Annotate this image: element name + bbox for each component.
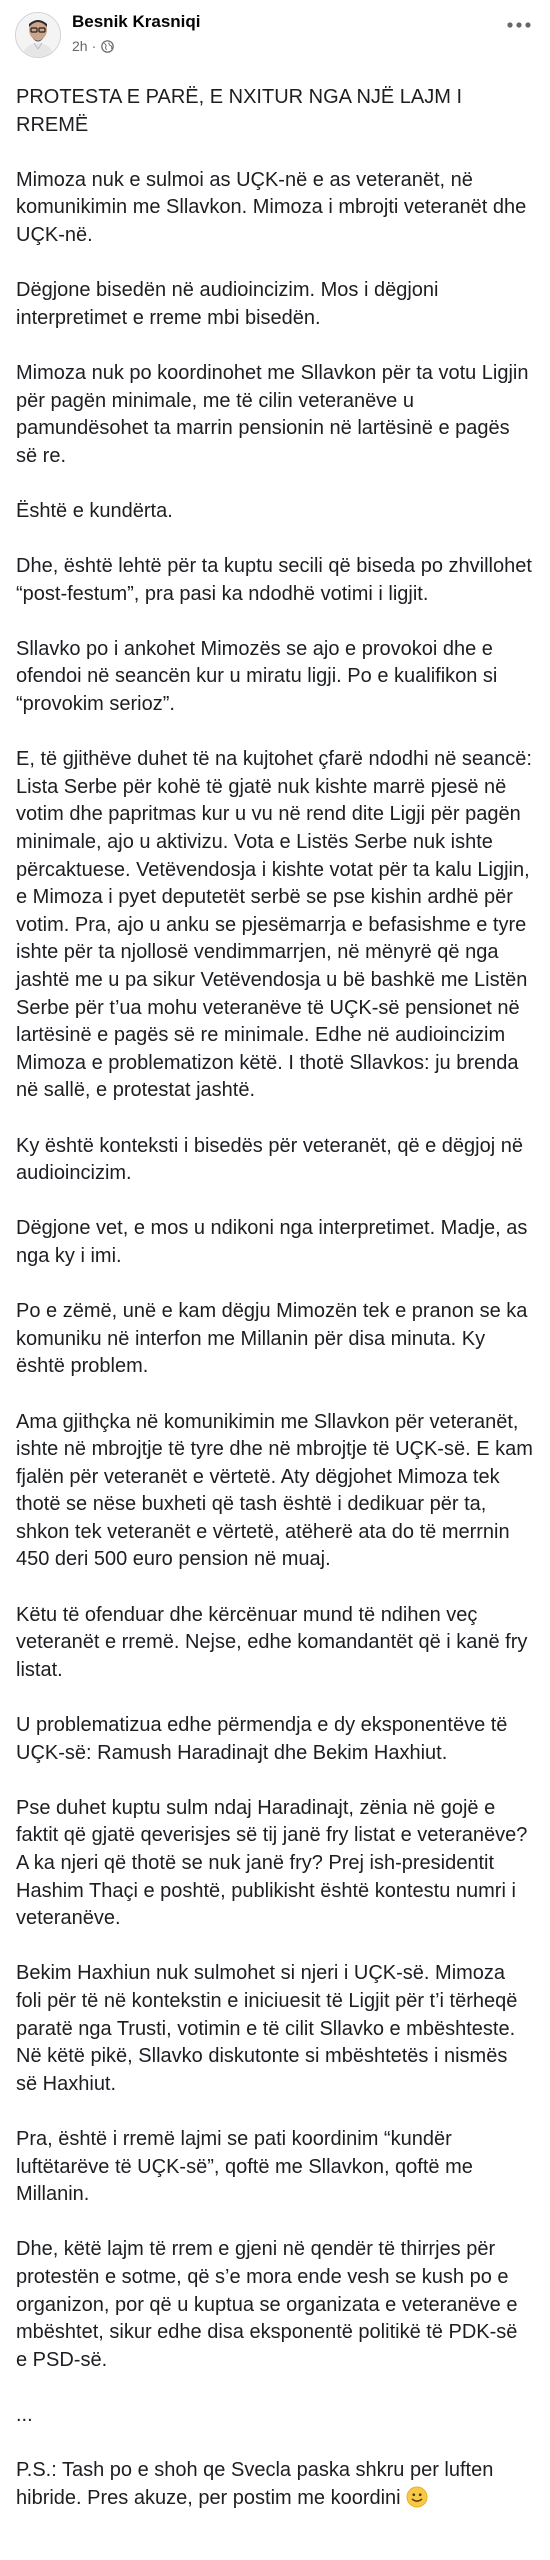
post-paragraph: Mimoza nuk po koordinohet me Sllavkon për ta votu Ligjin për pagën minimale, me të cilin veteranëve u pamundësohet ta marrin pensionin në lartësinë e pagës së re. xyxy=(16,361,535,467)
post-paragraph: Ky është konteksti i bisedës për veteranët, që e dëgjoj në audioincizim. xyxy=(16,1134,529,1185)
post-ellipsis: ... xyxy=(16,2403,33,2426)
more-options-icon[interactable] xyxy=(504,16,534,34)
avatar-portrait-icon xyxy=(16,13,60,57)
post-ps-paragraph xyxy=(16,2457,534,2512)
post-paragraph: Dëgjone vet, e mos u ndikoni nga interpretimet. Madje, as nga ky i imi. xyxy=(16,1217,533,1267)
post-paragraph: Dëgjone bisedën në audioincizim. Mos i dëgjoni interpretimet e rreme mbi bisedën. xyxy=(16,279,445,329)
post-paragraph: Pra, është i rremë lajmi se pati koordinim “kundër luftëtarëve të UÇK-së”, qoftë me Sllavkon, qoftë me Millanin. xyxy=(16,2127,479,2206)
post-ps-text: P.S.: Tash po e shoh qe Svecla paska shkru per luften hibride. Pres akuze, per postim me koordini xyxy=(16,2459,499,2509)
post-paragraph: Këtu të ofenduar dhe kërcënuar mund të ndihen veç veteranët e rremë. Nejse, edhe komandantët që i kanë fry listat. xyxy=(16,1603,533,1681)
post-paragraph: Mimoza nuk e sulmoi as UÇK-në e as veteranët, në komunikimin me Sllavkon. Mimoza i mbrojti veteranët dhe UÇK-në. xyxy=(16,168,532,246)
post-title-paragraph: PROTESTA E PARË, E NXITUR NGA NJË LAJM I RREMË xyxy=(16,86,468,136)
post-paragraph: Bekim Haxhiun nuk sulmohet si njeri i UÇK-së. Mimoza foli për të në kontekstin e iniciuesit të Ligjit për t’i tërheqë paratë nga Trusti, votimin e të cilit Sllavko e mbështeste. Në këtë pikë, Sllavko diskutonte si mbështetës i nismës së Haxhiut. xyxy=(16,1962,523,2095)
slightly-smiling-face-emoji-icon xyxy=(406,2486,428,2508)
post-header xyxy=(0,0,550,68)
post-paragraph: E, të gjithëve duhet të na kujtohet çfarë ndodhi në seancë: Lista Serbe për kohë të gjatë nuk kishte marrë pjesë në votim dhe papritmas kur u vu në rend dite Ligji për pagën minimale, ajo u aktivizu. Vota e Listës Serbe nuk ishte përcaktuese. Vetëvendosja i kishte votat për ta kalu Ligjin, e Mimoza i pyet deputetët serbë se pse kishin ardhë për votim. Pra, ajo u anku se pjesëmarrja e befasishme e tyre ishte për ta njollosë vendimmarrjen, në mënyrë që nga jashtë me u pa sikur Vetëvendosja u bë bashkë me Listën Serbe për t’ua mohu veteranëve të UÇK-së pensionet në lartësinë e pagës së re minimale. Edhe në audioincizim Mimoza e problematizon këtë. I thotë Sllavkos: ju brenda në sallë, e protestat jashtë. xyxy=(16,748,538,1102)
meta-separator: · xyxy=(91,38,97,54)
post-meta xyxy=(72,38,114,54)
post-paragraph: Dhe, është lehtë për ta kuptu secili që biseda po zhvillohet “post-festum”, pra pasi ka ndodhë votimi i ligjit. xyxy=(16,555,538,605)
post-paragraph: Pse duhet kuptu sulm ndaj Haradinajt, zënia në gojë e faktit që gjatë qeverisjes së tij janë fry listat e veteranëve? A ka njeri që thotë se nuk janë fry? Prej ish-presidentit Hashim Thaçi e poshtë, publikisht është kontestu numri i veteranëve. xyxy=(16,1796,532,1930)
globe-icon[interactable] xyxy=(101,40,114,53)
author-avatar[interactable] xyxy=(15,12,61,58)
author-name[interactable]: Besnik Krasniqi xyxy=(72,12,201,31)
post-paragraph: Është e kundërta. xyxy=(16,499,173,522)
post-body xyxy=(0,68,550,2512)
post-paragraph: Ama gjithçka në komunikimin me Sllavkon për veteranët, ishte në mbrojtje të tyre dhe në mbrojtje të UÇK-së. E kam fjalën për veteranët e vërtetë. Aty dëgjohet Mimoza tek thotë se nëse buxheti që tash është i dedikuar për ta, shkon tek veteranët e vërtetë, atëherë ata do të merrnin 450 deri 500 euro pension në muaj. xyxy=(16,1410,539,1571)
post-time[interactable]: 2h xyxy=(72,38,88,54)
post-paragraph: Po e zëmë, unë e kam dëgju Mimozën tek e pranon se ka komuniku në interfon me Millanin për disa minuta. Ky është problem. xyxy=(16,1300,533,1378)
post-paragraph: Sllavko po i ankohet Mimozës se ajo e provokoi dhe e ofendoi në seancën kur u miratu ligji. Po e kualifikon si “provokim serioz”. xyxy=(16,637,503,716)
post-paragraph: U problematizua edhe përmendja e dy eksponentëve të UÇK-së: Ramush Haradinajt dhe Bekim Haxhiut. xyxy=(16,1714,513,1764)
post-paragraph: Dhe, këtë lajm të rrem e gjeni në qendër të thirrjes për protestën e sotme, që s’e mora ende vesh se kush po e organizon, por që u kuptua se organizata e veteranëve e mbështet, sikur edhe disa eksponentë politikë të PDK-së e PSD-së. xyxy=(16,2238,524,2371)
